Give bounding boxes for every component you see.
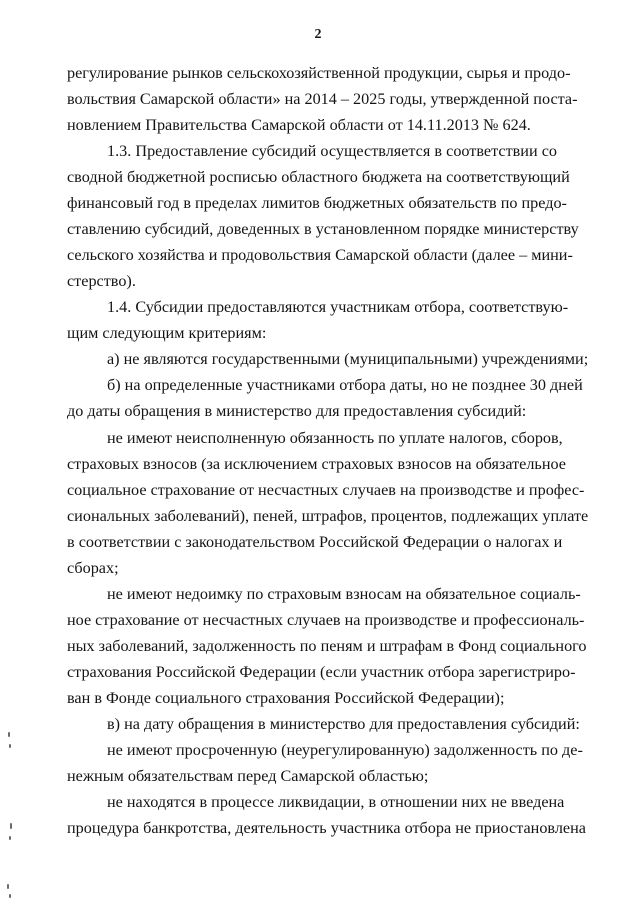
text-line: сводной бюджетной росписью областного бюджета на соответствующий	[67, 168, 570, 186]
text-line: не имеют просроченную (неурегулированную) задолженность по де-	[107, 741, 583, 759]
text-line: ных заболеваний, задолженность по пеням и штрафам в Фонд социального	[67, 637, 587, 655]
text-line: щим следующим критериям:	[67, 324, 267, 342]
text-line: не находятся в процессе ликвидации, в отношении них не введена	[107, 793, 565, 811]
text-line: ставлению субсидий, доведенных в установленном порядке министерству	[67, 220, 579, 238]
text-line: страхования Российской Федерации (если участник отбора зарегистриро-	[67, 663, 576, 681]
text-line: до даты обращения в министерство для предоставления субсидий:	[67, 402, 527, 420]
scan-speck	[9, 836, 11, 840]
text-line: ное страхование от несчастных случаев на производстве и профессиональ-	[67, 611, 585, 629]
text-line: стерство).	[67, 272, 136, 290]
scan-speck	[9, 744, 11, 748]
page-number: 2	[314, 27, 322, 42]
scan-speck	[10, 823, 12, 829]
scan-speck	[9, 894, 11, 898]
text-line: страховых взносов (за исключением страховых взносов на обязательное	[67, 455, 566, 473]
text-line: процедура банкротства, деятельность участника отбора не приостановлена	[67, 819, 586, 837]
text-line: в соответствии с законодательством Российской Федерации о налогах и	[67, 533, 563, 551]
text-line: финансовый год в пределах лимитов бюджетных обязательств по предо-	[67, 194, 567, 212]
text-line: не имеют недоимку по страховым взносам на обязательное социаль-	[107, 585, 581, 603]
text-line: 1.3. Предоставление субсидий осуществляется в соответствии со	[107, 142, 557, 160]
scan-speck	[8, 732, 10, 737]
text-line: не имеют неисполненную обязанность по уплате налогов, сборов,	[107, 429, 563, 447]
text-line: ван в Фонде социального страхования Российской Федерации);	[67, 689, 505, 707]
text-line: 1.4. Субсидии предоставляются участникам отбора, соответствую-	[107, 298, 569, 316]
text-line: б) на определенные участниками отбора даты, но не позднее 30 дней	[107, 376, 583, 394]
text-line: вольствия Самарской области» на 2014 – 2025 годы, утвержденной поста-	[67, 90, 578, 108]
text-line: сельского хозяйства и продовольствия Самарской области (далее – мини-	[67, 246, 573, 264]
text-line: социальное страхование от несчастных случаев на производстве и профес-	[67, 481, 585, 499]
text-line: сборах;	[67, 559, 119, 577]
text-line: нежным обязательствам перед Самарской областью;	[67, 767, 429, 785]
scan-speck	[7, 884, 9, 889]
text-line: в) на дату обращения в министерство для предоставления субсидий:	[107, 715, 580, 733]
text-line: новлением Правительства Самарской области от 14.11.2013 № 624.	[67, 116, 531, 134]
text-line: а) не являются государственными (муниципальными) учреждениями;	[107, 350, 589, 368]
text-line: регулирование рынков сельскохозяйственной продукции, сырья и продо-	[67, 64, 571, 82]
text-line: сиональных заболеваний), пеней, штрафов, процентов, подлежащих уплате	[67, 507, 589, 525]
